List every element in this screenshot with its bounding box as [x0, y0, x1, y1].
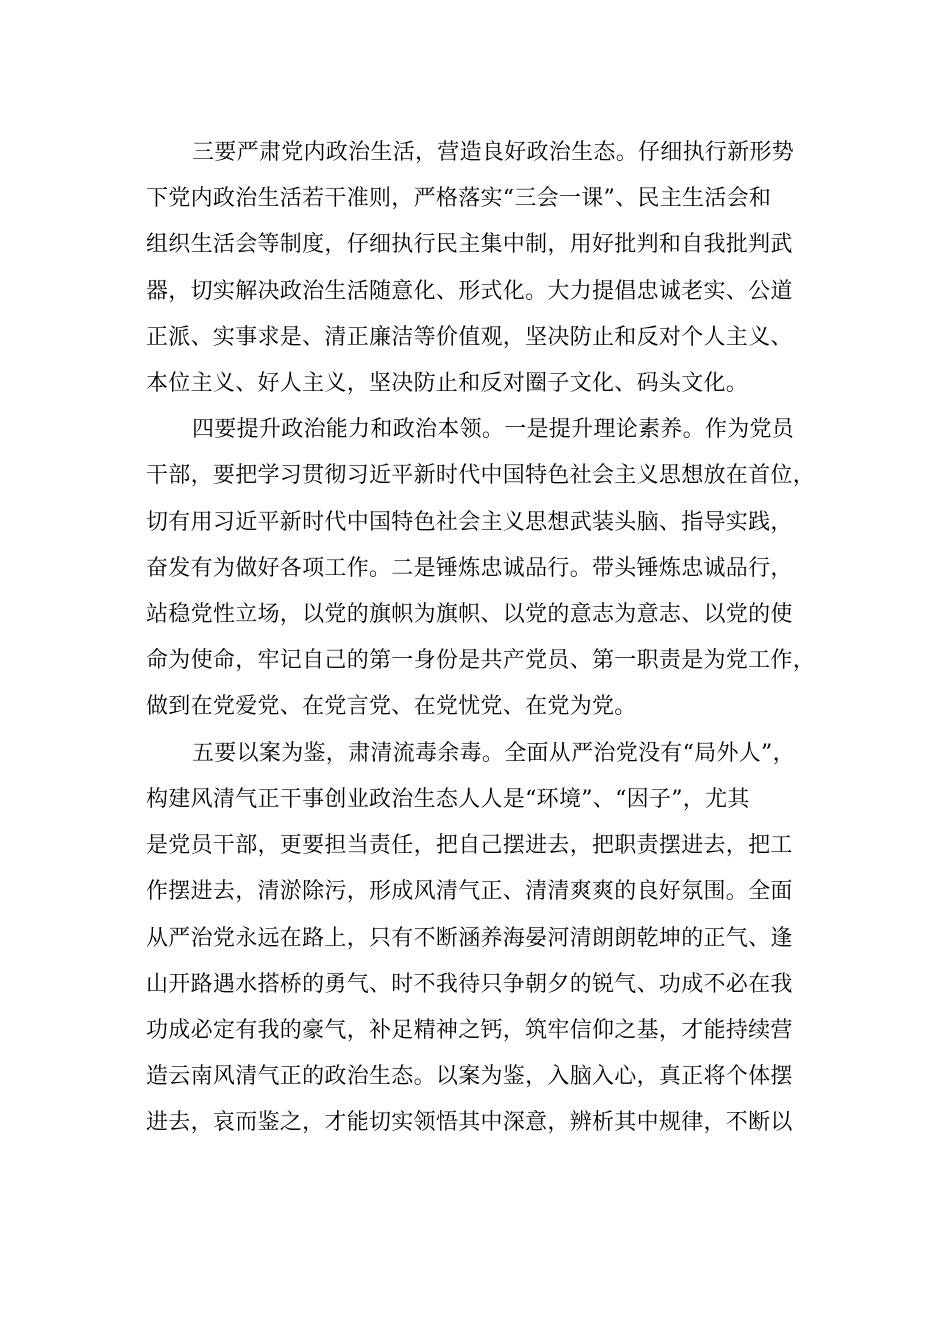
paragraph-4-line-5: 站稳党性立场，以党的旗帜为旗帜、以党的意志为意志、以党的使 [146, 602, 793, 627]
paragraph-3-line-1: 三要严肃党内政治生活，营造良好政治生态。仔细执行新形势 [192, 140, 795, 165]
paragraph-5-line-7: 功成必定有我的豪气，补足精神之钙，筑牢信仰之基，才能持续营 [146, 1018, 793, 1043]
paragraph-4-line-6: 命为使命，牢记自己的第一身份是共产党员、第一职责是为党工作， [146, 648, 816, 673]
paragraph-5-line-5: 从严治党永远在路上，只有不断涵养海晏河清朗朗乾坤的正气、逢 [146, 926, 793, 951]
paragraph-5-line-1: 五要以案为鉴，肃清流毒余毒。全面从严治党没有“局外人”， [192, 741, 795, 766]
paragraph-5-line-6: 山开路遇水搭桥的勇气、时不我待只争朝夕的锐气、功成不必在我 [146, 972, 793, 997]
paragraph-4-line-2: 干部，要把学习贯彻习近平新时代中国特色社会主义思想放在首位， [146, 463, 816, 488]
paragraph-5-line-4: 作摆进去，清淤除污，形成风清气正、清清爽爽的良好氛围。全面 [146, 879, 793, 904]
paragraph-4-line-1: 四要提升政治能力和政治本领。一是提升理论素养。作为党员 [192, 417, 795, 442]
paragraph-3-line-2: 下党内政治生活若干准则，严格落实“三会一课”、民主生活会和 [146, 186, 772, 211]
paragraph-3-line-3: 组织生活会等制度，仔细执行民主集中制，用好批判和自我批判武 [146, 232, 793, 257]
paragraph-5-line-8: 造云南风清气正的政治生态。以案为鉴，入脑入心，真正将个体摆 [146, 1064, 793, 1089]
paragraph-3-line-4: 器，切实解决政治生活随意化、形式化。大力提倡忠诚老实、公道 [146, 279, 793, 304]
paragraph-4-line-4: 奋发有为做好各项工作。二是锤炼忠诚品行。带头锤炼忠诚品行， [146, 556, 793, 581]
paragraph-5-line-3: 是党员干部，更要担当责任，把自己摆进去，把职责摆进去，把工 [146, 833, 793, 858]
paragraph-3-line-6: 本位主义、好人主义，坚决防止和反对圈子文化、码头文化。 [146, 371, 749, 396]
paragraph-3-line-5: 正派、实事求是、清正廉洁等价值观，坚决防止和反对个人主义、 [146, 325, 793, 350]
paragraph-4-line-7: 做到在党爱党、在党言党、在党忧党、在党为党。 [146, 694, 637, 719]
paragraph-4-line-3: 切有用习近平新时代中国特色社会主义思想武装头脑、指导实践， [146, 510, 793, 535]
paragraph-5-line-2: 构建风清气正干事创业政治生态人人是“环境”、“因子”，尤其 [146, 787, 750, 812]
paragraph-5-line-9: 进去，哀而鉴之，才能切实领悟其中深意，辨析其中规律，不断以 [146, 1110, 793, 1135]
